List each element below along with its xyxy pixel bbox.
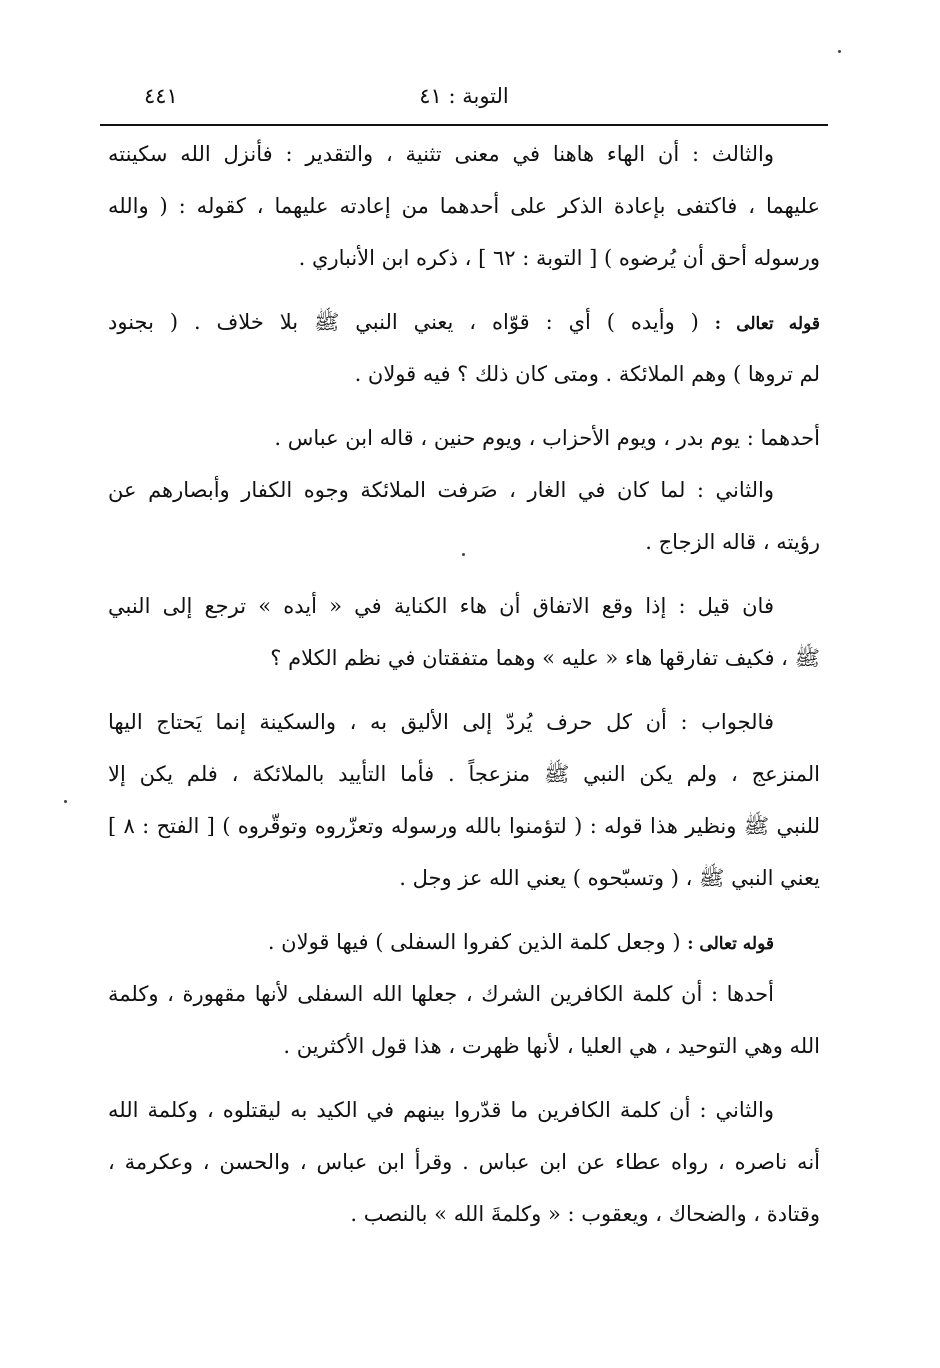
scan-speck xyxy=(462,553,465,556)
text-line: وقتادة ، والضحاك ، ويعقوب : « وكلمةَ الله » بالنصب . xyxy=(350,1202,820,1226)
main-text xyxy=(108,128,820,1240)
text-line: ورسوله أحق أن يُرضوه ) [ التوبة : ٦٢ ] ، ذكره ابن الأنباري . xyxy=(298,246,820,270)
verse-keyword: قوله تعالى : xyxy=(714,314,820,334)
text-line: أحدها : أن كلمة الكافرين الشرك ، جعلها الله السفلى لأنها مقهورة ، وكلمة xyxy=(108,982,774,1006)
verse-keyword: قوله تعالى : xyxy=(687,934,774,954)
text-line: للنبي ﷺ ونظير هذا قوله : ( لتؤمنوا بالله ورسوله وتعزّروه وتوقّروه ) [ الفتح : ٨ ] xyxy=(108,814,820,838)
text-line-content: ( وجعل كلمة الذين كفروا السفلى ) فيها قولان . xyxy=(267,930,681,954)
scan-speck xyxy=(838,50,841,53)
text-line: عليهما ، فاكتفى بإعادة الذكر على أحدهما من إعادته عليهما ، كقوله : ( والله xyxy=(108,194,820,218)
text-line: فالجواب : أن كل حرف يُردّ إلى الأليق به ، والسكينة إنما يَحتاج اليها xyxy=(108,710,774,734)
text-line: ﷺ ، فكيف تفارقها هاء « عليه » وهما متفقتان في نظم الكلام ؟ xyxy=(270,646,820,670)
page-number: ٤٤١ xyxy=(144,84,178,108)
text-line-content: ( وأيده ) أي : قوّاه ، يعني النبي ﷺ بلا خلاف . ( بجنود xyxy=(108,310,699,334)
text-line: فان قيل : إذا وقع الاتفاق أن هاء الكناية في « أيده » ترجع إلى النبي xyxy=(108,594,774,618)
text-line: لم تروها ) وهم الملائكة . ومتى كان ذلك ؟ فيه قولان . xyxy=(354,362,820,386)
text-line: والثالث : أن الهاء هاهنا في معنى تثنية ، والتقدير : فأنزل الله سكينته xyxy=(108,142,774,166)
text-line: والثاني : لما كان في الغار ، صَرفت الملائكة وجوه الكفار وأبصارهم عن xyxy=(108,478,774,502)
text-line: والثاني : أن كلمة الكافرين ما قدّروا بينهم في الكيد به ليقتلوه ، وكلمة الله xyxy=(108,1098,774,1122)
text-line: الله وهي التوحيد ، هي العليا ، لأنها ظهرت ، هذا قول الأكثرين . xyxy=(283,1034,820,1058)
text-line: أنه ناصره ، رواه عطاء عن ابن عباس . وقرأ ابن عباس ، والحسن ، وعكرمة ، xyxy=(108,1150,820,1174)
text-line: المنزعج ، ولم يكن النبي ﷺ منزعجاً . فأما التأييد بالملائكة ، فلم يكن إلا xyxy=(108,762,820,786)
text-line xyxy=(108,296,820,348)
text-line: يعني النبي ﷺ ، ( وتسبّحوه ) يعني الله عز وجل . xyxy=(399,866,820,890)
running-head: التوبة : ٤١ xyxy=(419,84,509,108)
page-header xyxy=(100,80,828,116)
text-line xyxy=(108,916,820,968)
header-rule xyxy=(100,124,828,126)
text-line: أحدهما : يوم بدر ، ويوم الأحزاب ، ويوم حنين ، قاله ابن عباس . xyxy=(274,426,820,450)
text-line: رؤيته ، قاله الزجاج . xyxy=(645,530,820,554)
scan-speck xyxy=(64,800,67,803)
